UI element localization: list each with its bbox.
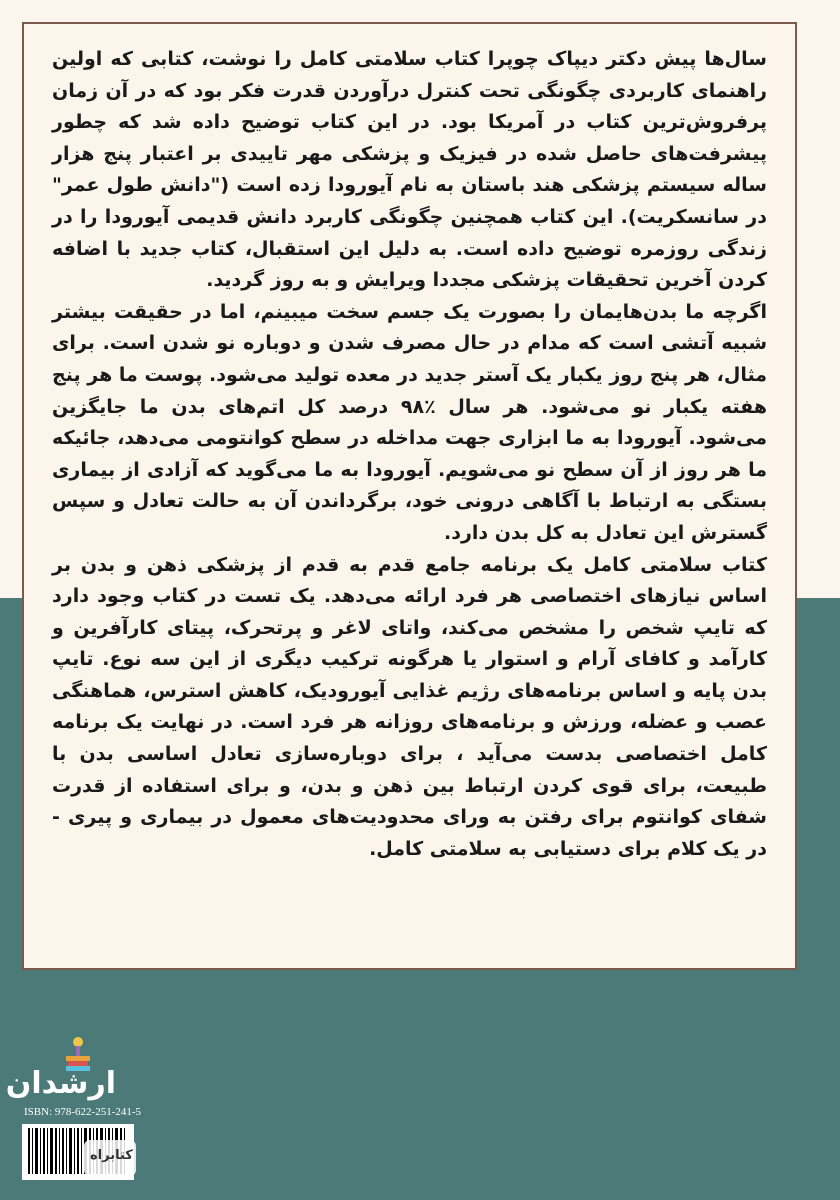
paragraph-2: اگرچه ما بدن‌هایمان را بصورت یک جسم سخت میبینم، اما در حقیقت بیشتر شبیه آتشی است که مدام در حال مصرف شدن و دوباره نو شدن است. برای مثال، هر پنج روز یکبار یک آستر جدید در معده تولید می‌شود. پوست ما هر پنج هفته یکبار نو می‌شود. هر سال ٪۹۸ درصد کل اتم‌های بدن ما جایگزین می‌شود. آیورودا به ما ابزاری جهت مداخله در سطح کوانتومی می‌دهد، جائیکه ما هر روز از آن سطح نو می‌شویم. آیورودا به ما می‌گوید که آزادی از بیماری بستگی به ارتباط با آگاهی درونی خود، برگرداندن آن به حالت تعادل و سپس گسترش این تعادل به کل بدن دارد. [52,300,767,544]
watermark-badge [84,1140,136,1176]
publisher-logo-text: ارشدان [5,1066,116,1101]
paragraph-3: کتاب سلامتی کامل یک برنامه جامع قدم به قدم از پزشکی ذهن و بدن بر اساس نیازهای اختصاصی هر فرد ارائه می‌دهد. یک تست در کتاب وجود دارد که تایپ شخص را مشخص می‌کند، واتای لاغر و پرتحرک، پیتای کارآفرین و کارآمد و کافای آرام و استوار یا هرگونه ترکیب دیگری از این سه نوع. تایپ بدن پایه و اساس برنامه‌های رژیم غذایی آیورودیک، کاهش استرس، هماهنگی عصب و عضله، ورزش و برنامه‌های روزانه هر فرد است. در نهایت یک برنامه کامل اختصاصی بدست می‌آید ، برای دوباره‌سازی تعادل اساسی بدن با طبیعت، برای قوی کردن ارتباط بین ذهن و بدن، و برای استفاده از قدرت شفای کوانتوم برای رفتن به ورای محدودیت‌های معمول در بیماری و پیری - در یک کلام برای دستیابی به سلامتی کامل. [52,553,767,860]
isbn-label: ISBN: 978-622-251-241-5 [24,1106,142,1118]
watermark-text: کتابراه [90,1148,133,1163]
publisher-logo [5,1032,116,1112]
description-box [22,22,797,970]
paragraph-1: سال‌ها پیش دکتر دیپاک چوپرا کتاب سلامتی کامل را نوشت، کتابی که اولین راهنمای کاربردی چگونگی تحت کنترل درآوردن قدرت فکر بود که در آن زمان پرفروش‌ترین کتاب در آمریکا بود. در این کتاب توضیح داده شد که چطور پیشرفت‌های حاصل شده در فیزیک و پزشکی مهر تاییدی بر اعتبار پنج هزار ساله سیستم پزشکی هند باستان به نام آیورودا زده است ("دانش طول عمر" در سانسکریت). این کتاب همچنین چگونگی کاربرد دانش قدیمی آیورودا را در زندگی روزمره توضیح داده است. به دلیل این استقبال، کتاب جدید با اضافه کردن آخرین تحقیقات پزشکی مجددا ویرایش و به روز گردید. [52,48,767,292]
